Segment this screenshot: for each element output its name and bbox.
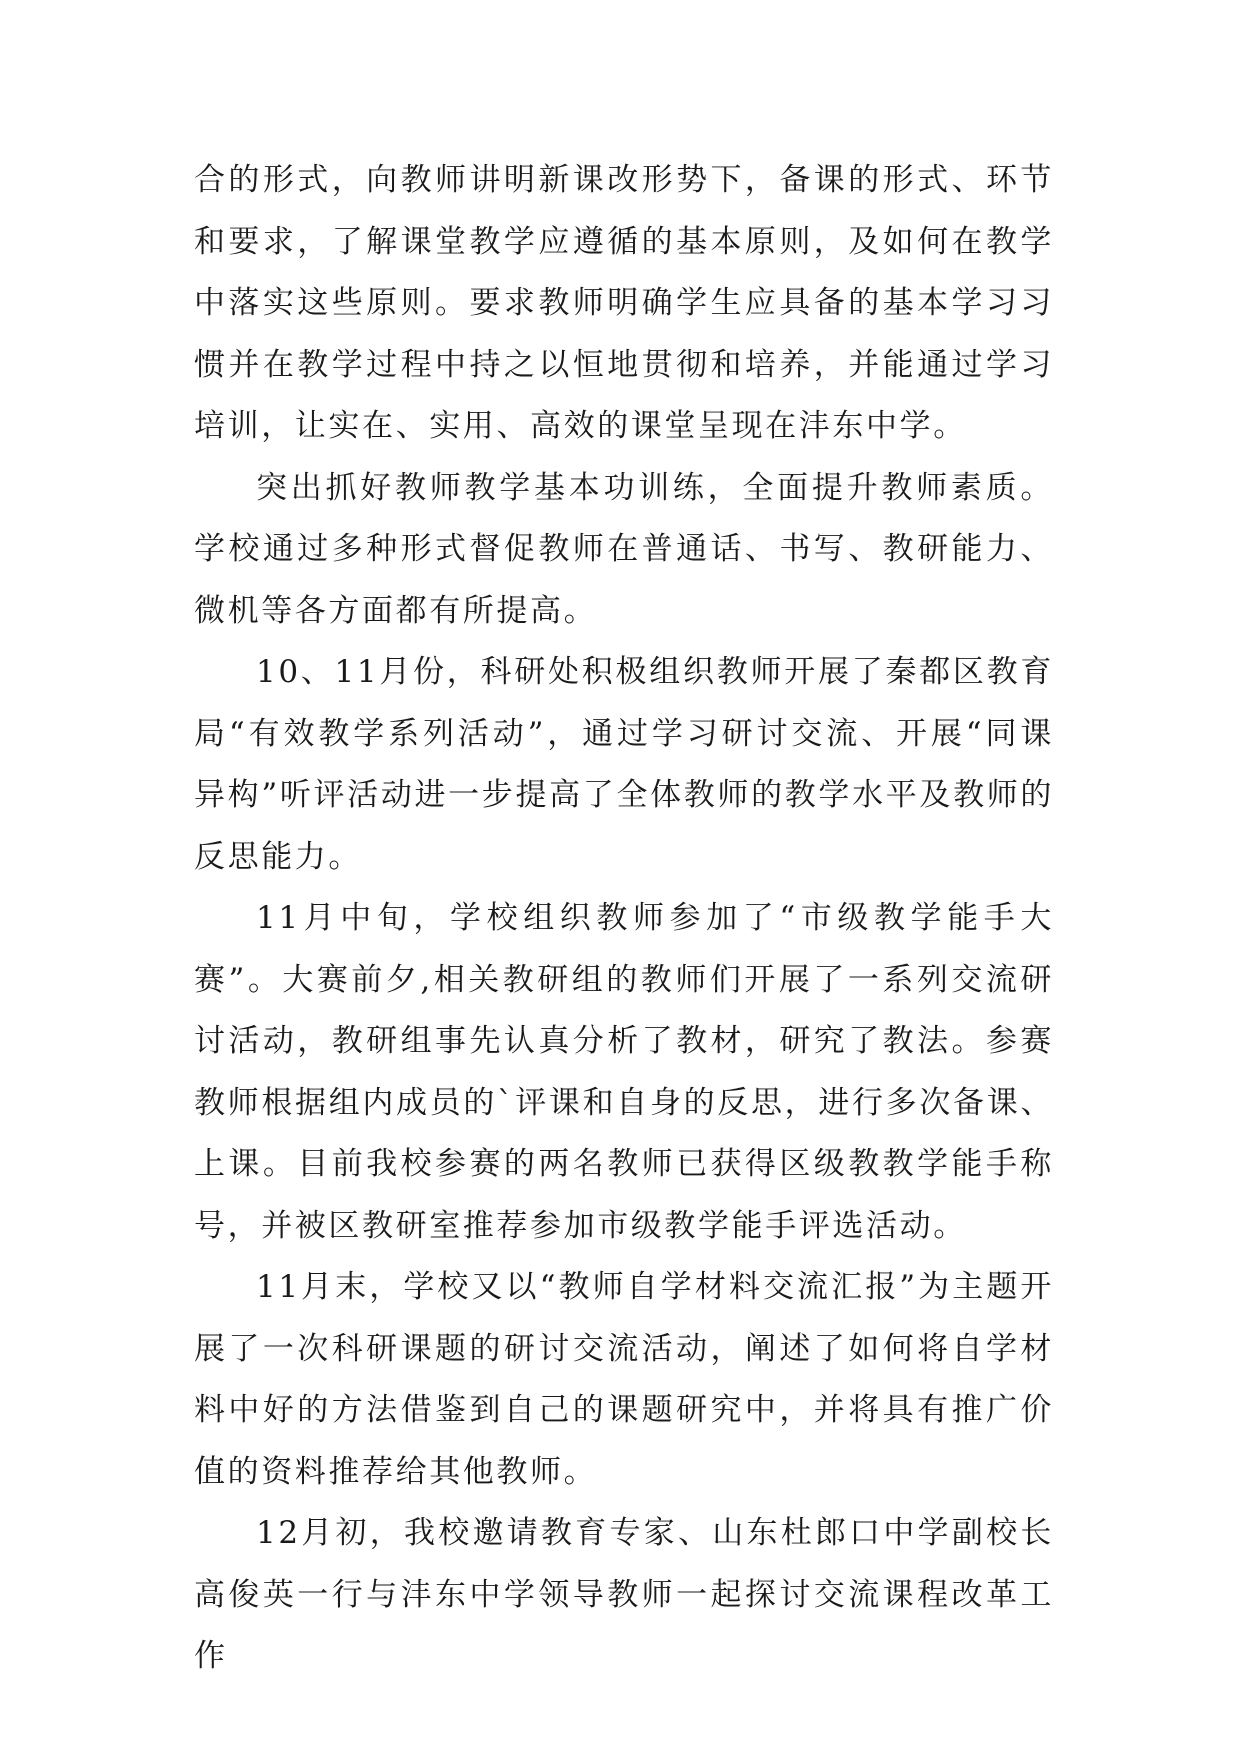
paragraph-mid-nov-contest: 11月中旬，学校组织教师参加了“市级教学能手大赛”。大赛前夕,相关教研组的教师们开展了一系列交流研讨活动，教研组事先认真分析了教材，研究了教法。参赛教师根据组内成员的`评课和自身的反思，进行多次备课、上课。目前我校参赛的两名教师已获得区级教教学能手称号，并被区教研室推荐参加市级教学能手评选活动。 [194,900,1054,1244]
paragraph-early-dec-visit: 12月初，我校邀请教育专家、山东杜郎口中学副校长高俊英一行与沣东中学领导教师一起探讨交流课程改革工作 [194,1515,1054,1674]
paragraph-continued-training: 合的形式，向教师讲明新课改形势下，备课的形式、环节和要求，了解课堂教学应遵循的基本原则，及如何在教学中落实这些原则。要求教师明确学生应具备的基本学习习惯并在教学过程中持之以恒地贯彻和培养，并能通过学习培训，让实在、实用、高效的课堂呈现在沣东中学。 [194,162,1054,444]
document-body [194,150,1054,1688]
paragraph-basic-skills: 突出抓好教师教学基本功训练，全面提升教师素质。学校通过多种形式督促教师在普通话、书写、教研能力、微机等各方面都有所提高。 [194,469,1054,629]
paragraph-oct-nov-activities: 10、11月份，科研处积极组织教师开展了秦都区教育局“有效教学系列活动”，通过学习研讨交流、开展“同课异构”听评活动进一步提高了全体教师的教学水平及教师的反思能力。 [194,654,1054,875]
paragraph-end-nov-seminar: 11月末，学校又以“教师自学材料交流汇报”为主题开展了一次科研课题的研讨交流活动，阐述了如何将自学材料中好的方法借鉴到自己的课题研究中，并将具有推广价值的资料推荐给其他教师。 [194,1269,1054,1490]
